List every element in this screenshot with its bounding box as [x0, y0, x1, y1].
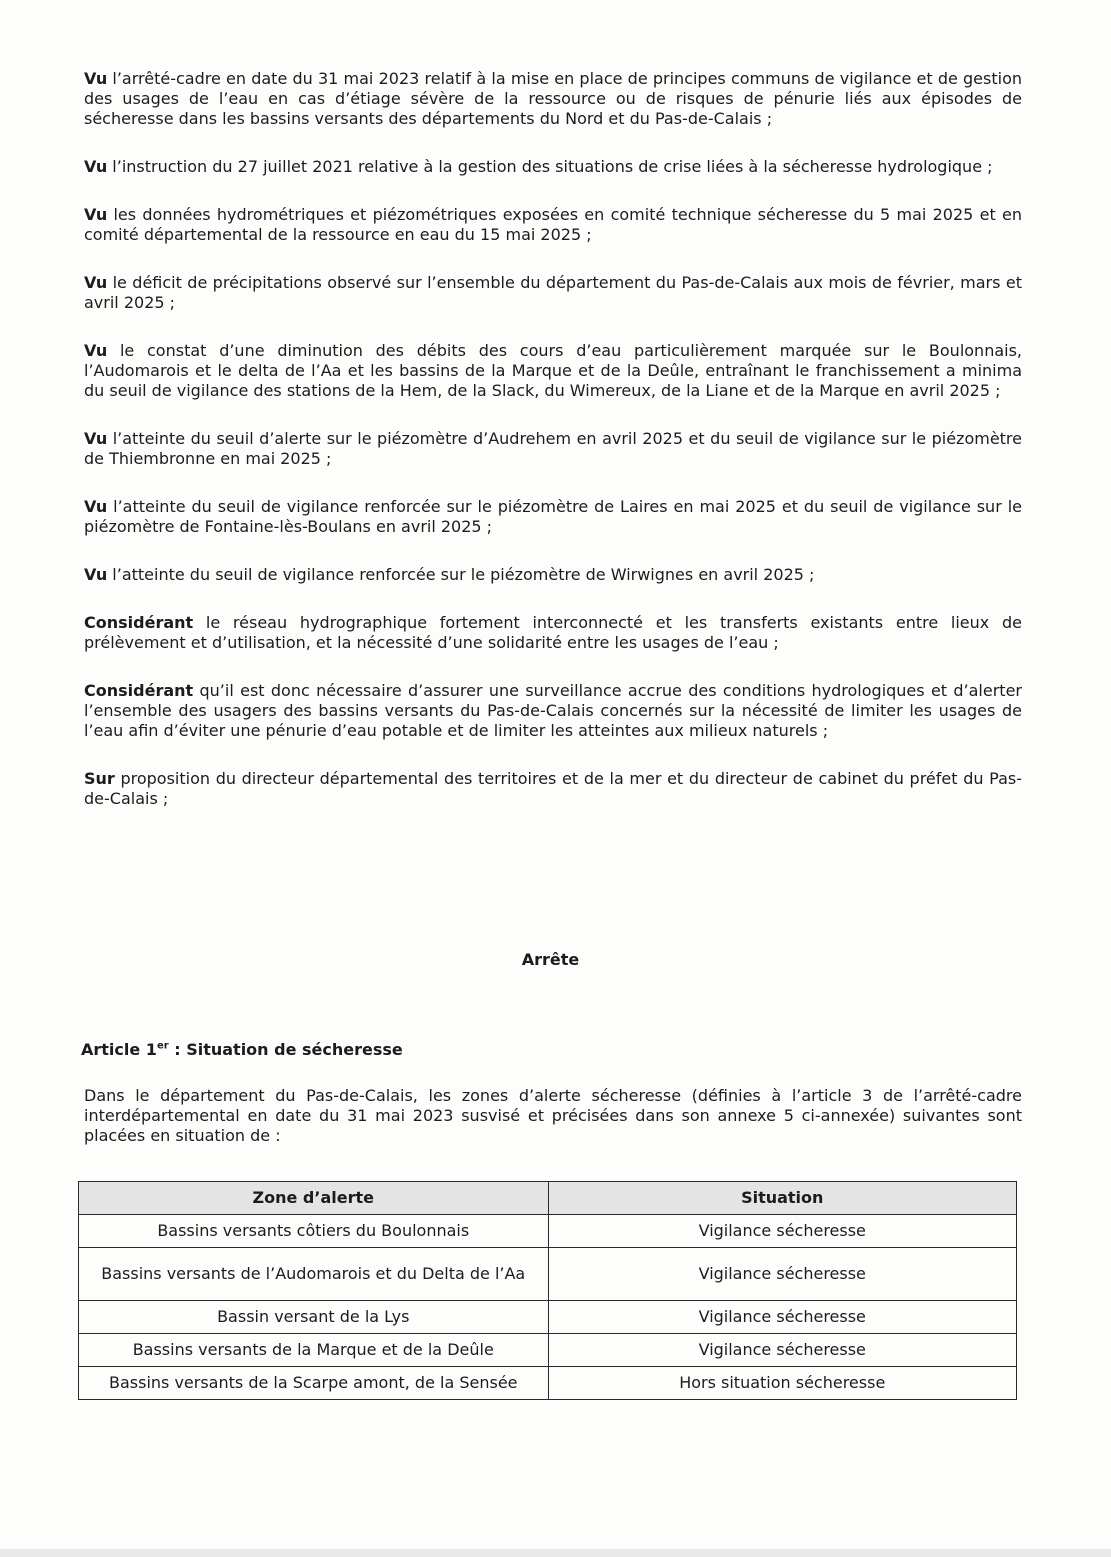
paragraph-lead: Vu [84, 273, 108, 292]
table-header-row [79, 1182, 1017, 1215]
paragraph-text: l’atteinte du seuil de vigilance renforcée sur le piézomètre de Wirwignes en avril 2025 ; [107, 565, 815, 584]
preamble-paragraph [84, 205, 1022, 245]
article-body: Dans le département du Pas-de-Calais, les zones d’alerte sécheresse (définies à l’article 3 de l’arrêté-cadre interdépartemental en date du 31 mai 2023 susvisé et précisées dans son annexe 5 ci-annexée) suivantes sont placées en situation de : [84, 1086, 1022, 1145]
preamble-paragraph [84, 157, 1022, 177]
preamble-paragraph [84, 769, 1022, 809]
article-title-suffix: : Situation de sécheresse [168, 1040, 403, 1059]
preamble-paragraph [84, 681, 1022, 741]
situation-cell: Vigilance sécheresse [548, 1334, 1017, 1367]
paragraph-lead: Vu [84, 341, 108, 360]
situation-cell: Hors situation sécheresse [548, 1367, 1017, 1400]
paragraph-text: les données hydrométriques et piézométriques exposées en comité technique sécheresse du 5 mai 2025 et en comité départemental de la ressource en eau du 15 mai 2025 ; [84, 205, 1022, 244]
column-header-zone: Zone d’alerte [79, 1182, 549, 1215]
column-header-situation: Situation [548, 1182, 1017, 1215]
preamble [84, 69, 1022, 837]
preamble-paragraph [84, 565, 1022, 585]
situation-cell: Vigilance sécheresse [548, 1248, 1017, 1301]
article-title-prefix: Article 1 [81, 1040, 157, 1059]
zone-cell: Bassin versant de la Lys [79, 1301, 549, 1334]
article-title [81, 1040, 403, 1059]
table-row [79, 1248, 1017, 1301]
paragraph-lead: Vu [84, 497, 108, 516]
paragraph-lead: Vu [84, 205, 108, 224]
table-row [79, 1334, 1017, 1367]
preamble-paragraph [84, 341, 1022, 401]
paragraph-text: proposition du directeur départemental des territoires et de la mer et du directeur de cabinet du préfet du Pas-de-Calais ; [84, 769, 1022, 808]
paragraph-lead: Sur [84, 769, 115, 788]
paragraph-text: l’atteinte du seuil de vigilance renforcée sur le piézomètre de Laires en mai 2025 et du seuil de vigilance sur le piézomètre de Fontaine-lès-Boulans en avril 2025 ; [84, 497, 1022, 536]
situation-cell: Vigilance sécheresse [548, 1215, 1017, 1248]
situation-cell: Vigilance sécheresse [548, 1301, 1017, 1334]
paragraph-lead: Vu [84, 69, 108, 88]
paragraph-text: le réseau hydrographique fortement interconnecté et les transferts existants entre lieux de prélèvement et d’utilisation, et la nécessité d’une solidarité entre les usages de l’eau ; [84, 613, 1022, 652]
decision-heading: Arrête [521, 950, 580, 969]
zone-cell: Bassins versants de la Marque et de la Deûle [79, 1334, 549, 1367]
zone-cell: Bassins versants de la Scarpe amont, de la Sensée [79, 1367, 549, 1400]
paragraph-text: qu’il est donc nécessaire d’assurer une surveillance accrue des conditions hydrologiques et d’alerter l’ensemble des usagers des bassins versants du Pas-de-Calais concernés sur la nécessité de limiter les usages de l’eau afin d’éviter une pénurie d’eau potable et de limiter les atteintes aux milieux naturels ; [84, 681, 1022, 740]
paragraph-text: le déficit de précipitations observé sur l’ensemble du département du Pas-de-Calais aux mois de février, mars et avril 2025 ; [84, 273, 1022, 312]
paragraph-lead: Vu [84, 429, 108, 448]
article-title-sup: er [156, 1040, 169, 1052]
paragraph-text: le constat d’une diminution des débits des cours d’eau particulièrement marquée sur le Boulonnais, l’Audomarois et le delta de l’Aa et les bassins de la Marque et de la Deûle, entraînant le franchissement a minima du seuil de vigilance des stations de la Hem, de la Slack, du Wimereux, de la Liane et de la Marque en avril 2025 ; [84, 341, 1022, 400]
preamble-paragraph [84, 429, 1022, 469]
table-row [79, 1215, 1017, 1248]
paragraph-text: l’atteinte du seuil d’alerte sur le piézomètre d’Audrehem en avril 2025 et du seuil de vigilance sur le piézomètre de Thiembronne en mai 2025 ; [84, 429, 1022, 468]
paragraph-lead: Vu [84, 565, 108, 584]
paragraph-text: l’instruction du 27 juillet 2021 relative à la gestion des situations de crise liées à la sécheresse hydrologique ; [107, 157, 993, 176]
preamble-paragraph [84, 273, 1022, 313]
paragraph-text: l’arrêté-cadre en date du 31 mai 2023 relatif à la mise en place de principes communs de vigilance et de gestion des usages de l’eau en cas d’étiage sévère de la ressource ou de risques de pénurie liés aux épisodes de sécheresse dans les bassins versants des départements du Nord et du Pas-de-Calais ; [84, 69, 1022, 128]
page-bottom-edge [0, 1549, 1111, 1557]
preamble-paragraph [84, 497, 1022, 537]
table-row [79, 1367, 1017, 1400]
table-row [79, 1301, 1017, 1334]
paragraph-lead: Considérant [84, 681, 194, 700]
preamble-paragraph [84, 69, 1022, 129]
alert-zones-table [78, 1181, 1017, 1400]
preamble-paragraph [84, 613, 1022, 653]
zone-cell: Bassins versants côtiers du Boulonnais [79, 1215, 549, 1248]
zone-cell: Bassins versants de l’Audomarois et du Delta de l’Aa [79, 1248, 549, 1301]
paragraph-lead: Considérant [84, 613, 194, 632]
paragraph-lead: Vu [84, 157, 108, 176]
